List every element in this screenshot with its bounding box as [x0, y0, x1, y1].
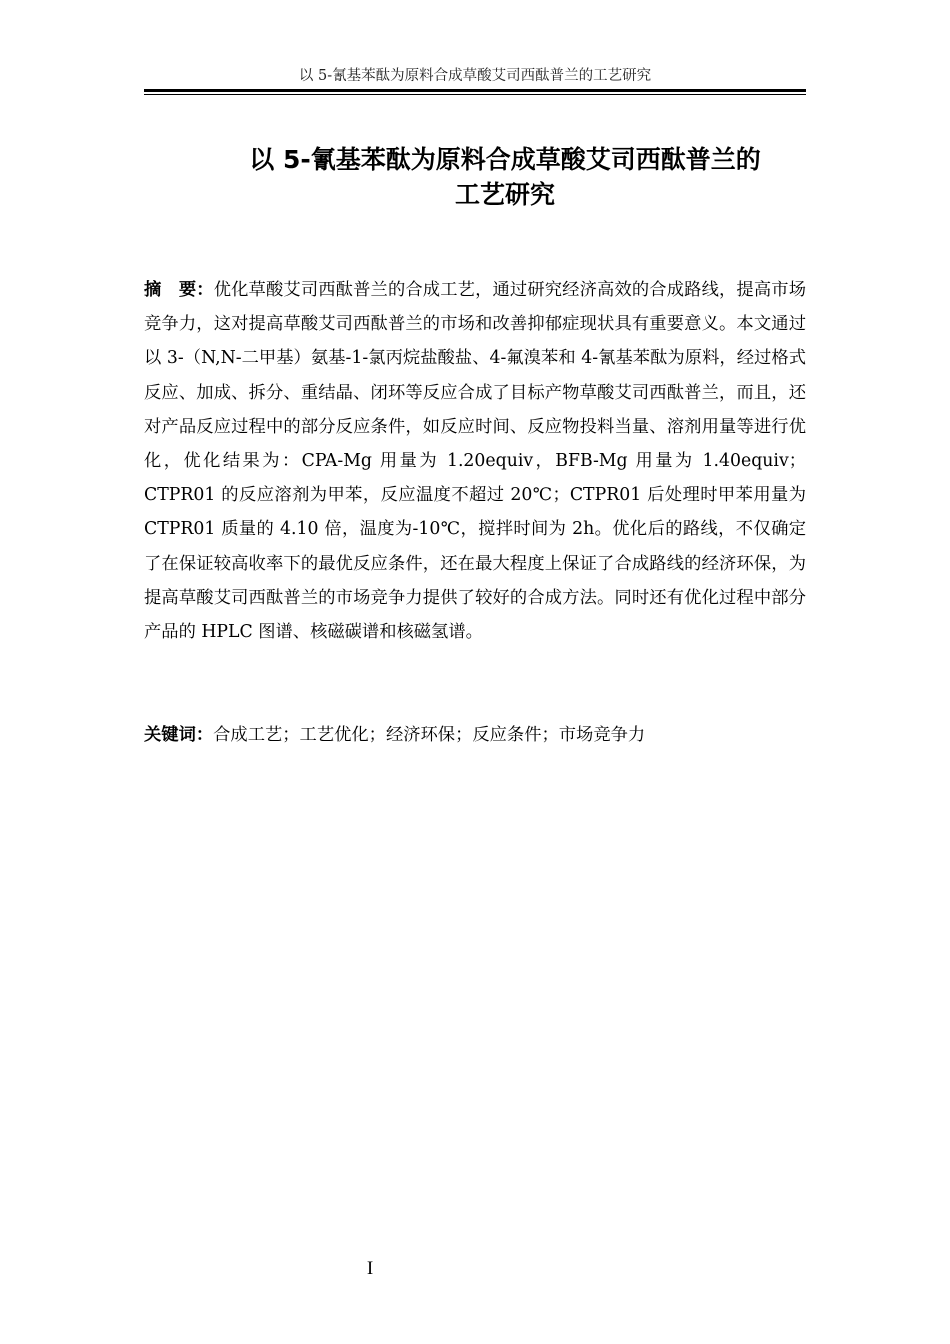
- keywords-text: 合成工艺；工艺优化；经济环保；反应条件；市场竞争力: [213, 725, 646, 745]
- paper-title-line-2: 工艺研究: [454, 180, 555, 209]
- abstract: [144, 273, 806, 649]
- keywords: [144, 720, 806, 750]
- abstract-label: 摘 要：: [144, 280, 214, 300]
- running-header: 以 5-氰基苯酞为原料合成草酸艾司西酞普兰的工艺研究: [298, 68, 652, 84]
- abstract-text: 优化草酸艾司西酞普兰的合成工艺，通过研究经济高效的合成路线，提高市场竞争力，这对提高草酸艾司西酞普兰的市场和改善抑郁症现状具有重要意义。本文通过以 3-（N,N-二甲基）氨基-1-氯丙烷盐酸盐、4-氟溴苯和 4-氰基苯酞为原料，经过格式反应、加成、拆分、重结晶、闭环等反应合成了目标产物草酸艾司西酞普兰，而且，还对产品反应过程中的部分反应条件，如反应时间、反应物投料当量、溶剂用量等进行优化，优化结果为：CPA-Mg 用量为 1.20equiv，BFB-Mg 用量为 1.40equiv；CTPR01 的反应溶剂为甲苯，反应温度不超过 20℃；CTPR01 后处理时甲苯用量为 CTPR01 质量的 4.10 倍，温度为-10℃，搅拌时间为 2h。优化后的路线，不仅确定了在保证较高收率下的最优反应条件，还在最大程度上保证了合成路线的经济环保，为提高草酸艾司西酞普兰的市场竞争力提供了较好的合成方法。同时还有优化过程中部分产品的 HPLC 图谱、核磁碳谱和核磁氢谱。: [144, 280, 806, 643]
- paper-title-line-1: 以 5-氰基苯酞为原料合成草酸艾司西酞普兰的: [249, 145, 761, 174]
- keywords-label: 关键词：: [144, 725, 214, 745]
- page-number: I: [366, 1258, 374, 1279]
- paper-title: [200, 142, 810, 212]
- header-rule-thick: [144, 89, 806, 92]
- header-rule-thin: [144, 94, 806, 95]
